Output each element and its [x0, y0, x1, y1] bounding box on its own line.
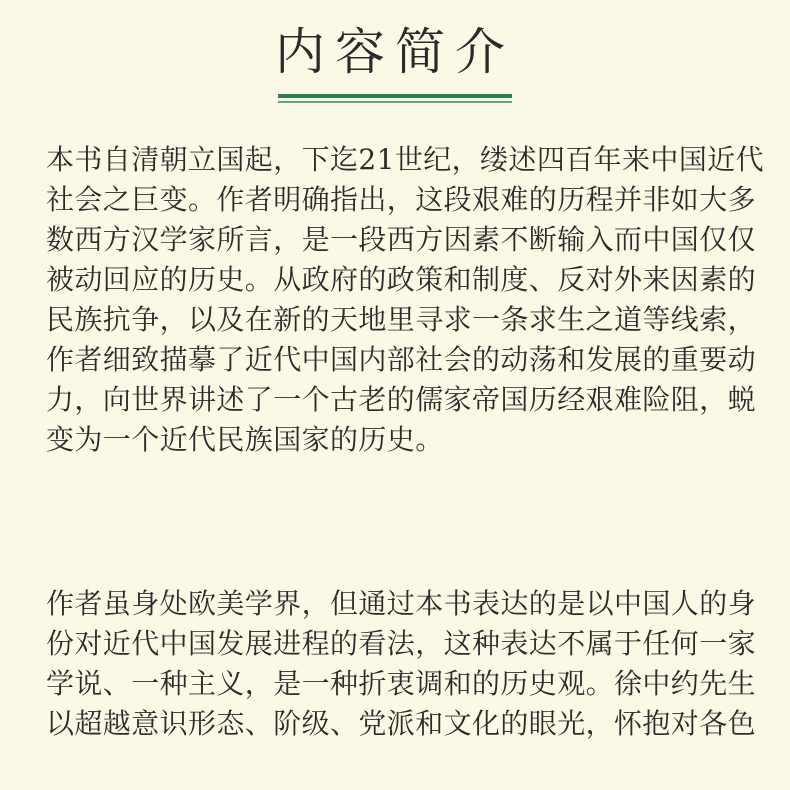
paragraph-line: 力，向世界讲述了一个古老的儒家帝国历经艰难险阻，蜕 [46, 383, 757, 416]
paragraph-line: 民族抗争，以及在新的天地里寻求一条求生之道等线索， [46, 303, 757, 336]
paragraph-line: 被动回应的历史。从政府的政策和制度、反对外来因素的 [46, 263, 757, 296]
paragraph-line: 学说、一种主义，是一种折衷调和的历史观。徐中约先生 [46, 667, 757, 700]
page-title: 内容简介 [275, 23, 515, 81]
intro-paragraph-1 [46, 140, 765, 460]
title-underline-thin [278, 101, 512, 103]
paragraph-line: 作者虽身处欧美学界，但通过本书表达的是以中国人的身 [46, 587, 757, 620]
paragraph-line: 变为一个近代民族国家的历史。 [46, 423, 444, 456]
paragraph-line: 数西方汉学家所言，是一段西方因素不断输入而中国仅仅 [46, 223, 757, 256]
paragraph-line: 以超越意识形态、阶级、党派和文化的眼光，怀抱对各色 [46, 707, 757, 740]
paragraph-line: 作者细致描摹了近代中国内部社会的动荡和发展的重要动 [46, 343, 757, 376]
paragraph-line: 本书自清朝立国起，下迄21世纪，缕述四百年来中国近代 [46, 143, 765, 176]
intro-paragraph-2 [46, 584, 757, 744]
paragraph-line: 份对近代中国发展进程的看法，这种表达不属于任何一家 [46, 627, 757, 660]
paragraph-line: 社会之巨变。作者明确指出，这段艰难的历程并非如大多 [46, 183, 757, 216]
title-underline-thick [278, 94, 512, 98]
